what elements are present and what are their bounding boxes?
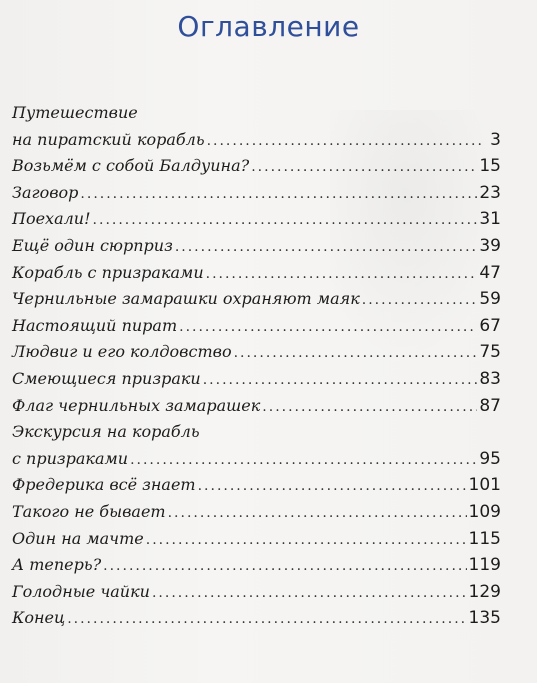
toc-entry[interactable]	[12, 552, 501, 579]
toc-entry-title: Фредерика всё знает	[12, 475, 196, 495]
toc-entry-title: Один на мачте	[12, 528, 144, 548]
toc-page-number: 47	[479, 262, 501, 283]
toc-entry-title: Поехали!	[12, 209, 91, 229]
dot-leader	[207, 128, 481, 155]
table-of-contents	[12, 100, 501, 632]
toc-entry-title: Смеющиеся призраки	[12, 368, 201, 388]
toc-entry-title: Флаг чернильных замарашек	[12, 395, 261, 415]
toc-page-number: 39	[479, 235, 501, 256]
toc-page-number: 87	[479, 395, 501, 416]
toc-entry-line	[12, 100, 501, 127]
toc-entry-title: Настоящий пират	[12, 315, 178, 335]
dot-leader	[206, 261, 478, 288]
dot-leader	[130, 447, 477, 474]
dot-leader	[262, 394, 477, 421]
toc-entry[interactable]	[12, 233, 501, 260]
toc-entry[interactable]	[12, 526, 501, 553]
toc-entry[interactable]	[12, 127, 501, 154]
toc-page-number: 101	[468, 475, 501, 496]
dot-leader	[146, 527, 467, 554]
toc-entry-title-line1: Экскурсия на корабль	[12, 422, 200, 442]
toc-page-number: 3	[490, 129, 501, 150]
toc-entry[interactable]	[12, 393, 501, 420]
toc-page-number: 75	[479, 342, 501, 363]
dot-leader	[152, 580, 467, 607]
dot-leader	[234, 340, 478, 367]
toc-entry-title: Такого не бывает	[12, 501, 166, 521]
toc-entry-title: А теперь?	[12, 555, 102, 575]
toc-entry-title: Возьмём с собой Балдуина?	[12, 156, 250, 176]
toc-entry-line	[12, 419, 501, 446]
toc-page-number: 15	[479, 156, 501, 177]
toc-entry[interactable]	[12, 605, 501, 632]
toc-page-number: 83	[479, 368, 501, 389]
toc-entry-title: Голодные чайки	[12, 581, 150, 601]
dot-leader	[103, 553, 466, 580]
toc-page-number: 23	[479, 182, 501, 203]
toc-entry[interactable]	[12, 313, 501, 340]
toc-entry[interactable]	[12, 472, 501, 499]
toc-page-number: 109	[468, 501, 501, 522]
toc-entry[interactable]	[12, 499, 501, 526]
toc-entry[interactable]	[12, 286, 501, 313]
toc-page-number: 119	[468, 555, 501, 576]
dot-leader	[198, 473, 467, 500]
toc-page-number: 95	[479, 448, 501, 469]
page-title: Оглавление	[177, 10, 360, 43]
toc-entry[interactable]	[12, 180, 501, 207]
dot-leader	[203, 367, 478, 394]
dot-leader	[168, 500, 467, 527]
toc-entry[interactable]	[12, 260, 501, 287]
dot-leader	[251, 154, 477, 181]
toc-entry-title: с призраками	[12, 448, 129, 468]
toc-entry[interactable]	[12, 366, 501, 393]
dot-leader	[179, 314, 477, 341]
toc-page-number: 59	[479, 289, 501, 310]
toc-entry-title: Людвиг и его колдовство	[12, 342, 232, 362]
toc-page-number: 31	[479, 209, 501, 230]
toc-entry[interactable]	[12, 579, 501, 606]
toc-entry[interactable]	[12, 339, 501, 366]
toc-entry[interactable]	[12, 206, 501, 233]
toc-entry-title: Ещё один сюрприз	[12, 235, 173, 255]
toc-entry[interactable]	[12, 153, 501, 180]
dot-leader	[362, 287, 478, 314]
toc-entry-title: Заговор	[12, 182, 79, 202]
toc-entry-title: Корабль с призраками	[12, 262, 204, 282]
toc-page-number: 135	[468, 608, 501, 629]
toc-entry-title: Конец	[12, 608, 66, 628]
toc-entry-title-line1: Путешествие	[12, 103, 138, 122]
toc-page-number: 115	[468, 528, 501, 549]
toc-page-number: 67	[479, 315, 501, 336]
toc-entry-title: Чернильные замарашки охраняют маяк	[12, 289, 360, 309]
dot-leader	[93, 207, 478, 234]
dot-leader	[80, 181, 477, 208]
dot-leader	[67, 606, 466, 633]
dot-leader	[175, 234, 478, 261]
toc-page-number: 129	[468, 581, 501, 602]
toc-entry-title: на пиратский корабль	[12, 129, 205, 149]
toc-entry[interactable]	[12, 446, 501, 473]
